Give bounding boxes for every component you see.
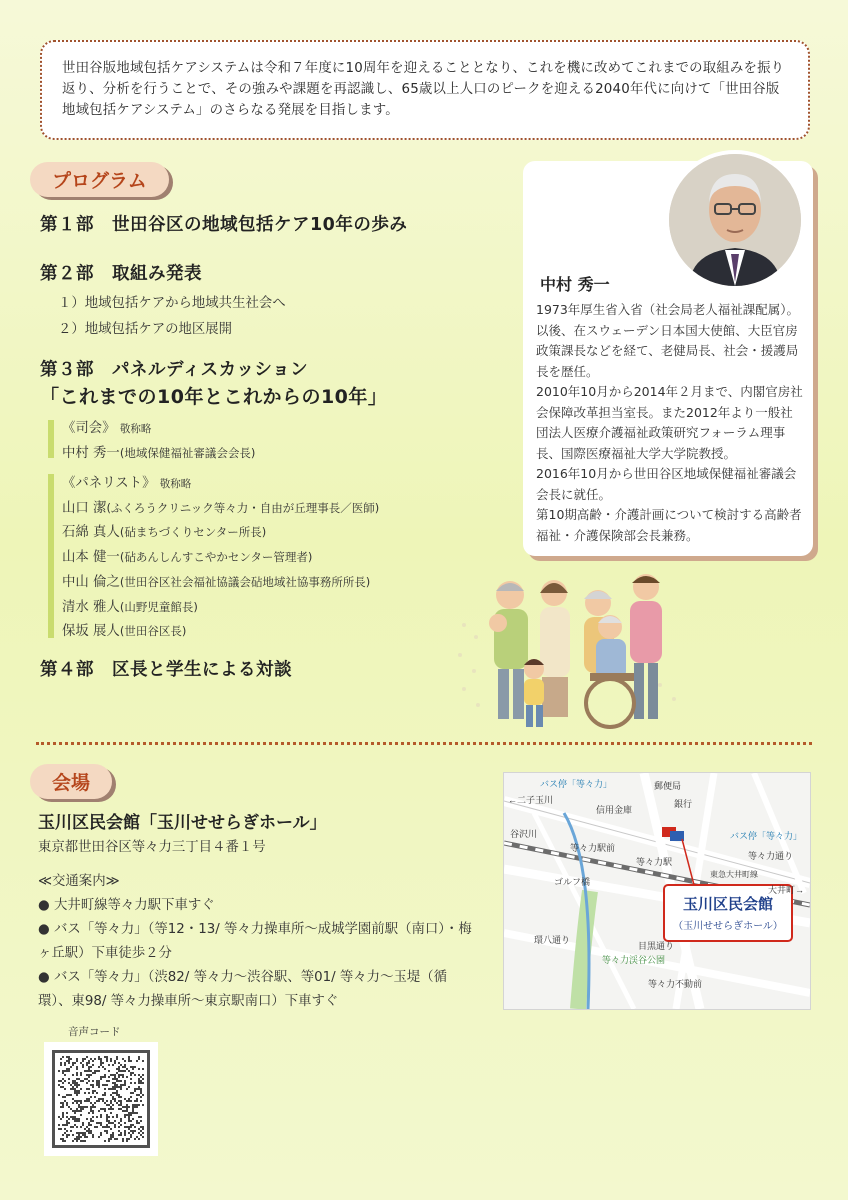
panelist-aff: (世田谷区長) bbox=[119, 624, 187, 638]
bio-paragraph: 1973年厚生省入省（社会局老人福祉課配属）。以後、在スウェーデン日本国大使館、大臣官房政策課長などを経て、老健局長、社会・援護局長を歴任。 bbox=[536, 302, 800, 379]
bio-text bbox=[536, 300, 804, 546]
map-venue-sub: （玉川せせらぎホール） bbox=[673, 921, 783, 932]
bio-paragraph: 2016年10月から世田谷区地域保健福祉審議会会長に就任。 bbox=[536, 466, 797, 502]
panelist-name: 山本 健一 bbox=[62, 550, 120, 565]
map-bus-stop-right: バス停「等々力」 bbox=[730, 831, 803, 841]
panelist-aff: (山野児童館長) bbox=[119, 600, 198, 614]
map-valley-park: 等々力渓谷公園 bbox=[602, 955, 666, 965]
map-meguro-dori: 目黒通り bbox=[638, 941, 675, 951]
access-item-1: ● 大井町線等々力駅下車すぐ bbox=[38, 898, 215, 913]
part4-title: 第４部 区長と学生による対談 bbox=[40, 660, 292, 680]
panelist-4 bbox=[62, 571, 370, 590]
map-todoroki-st: 等々力駅 bbox=[636, 857, 673, 867]
panelist-name: 石綿 真人 bbox=[62, 525, 120, 540]
panelist-aff: (砧あんしんすこやかセンター管理者) bbox=[119, 550, 313, 564]
panelist-label bbox=[62, 472, 191, 491]
portrait-icon bbox=[669, 154, 801, 286]
bio-paragraph: 第10期高齢・介護計画について検討する高齢者福祉・介護保険部会長兼務。 bbox=[536, 507, 802, 543]
access-info bbox=[38, 870, 478, 1014]
family-illustration bbox=[450, 565, 690, 735]
panelist-name: 保坂 展人 bbox=[62, 624, 120, 639]
panelist-note: 敬称略 bbox=[159, 478, 192, 490]
panelist-6 bbox=[62, 620, 186, 639]
part1-title: 第１部 世田谷区の地域包括ケア10年の歩み bbox=[40, 215, 408, 235]
map-ni-tamagawa: ←二子玉川 bbox=[508, 795, 554, 805]
access-heading: ≪交通案内≫ bbox=[38, 874, 120, 889]
map-oimachi-line: 東急大井町線 bbox=[710, 870, 758, 879]
moderator-person bbox=[62, 442, 255, 461]
section-divider bbox=[36, 742, 812, 745]
part3-subtitle: 「これまでの10年とこれからの10年」 bbox=[40, 386, 388, 408]
bio-paragraph: 2010年10月から2014年２月まで、内閣官房社会保障改革担当室長。また2012年より一般社団法人医療介護福祉政策研究フォーラム理事長、国際医療福祉大学大学院教授。 bbox=[536, 384, 803, 461]
voice-code-label: 音声コード bbox=[68, 1026, 121, 1038]
intro-text: 世田谷版地域包括ケアシステムは令和７年度に10周年を迎えることとなり、これを機に改めてこれまでの取組みを振り返り、分析を行うことで、その強みや課題を再認識し、65歳以上人口のピークを迎える2040年代に向けて「世田谷版地域包括ケアシステム」のさらなる発展を目指します。 bbox=[62, 61, 785, 118]
moderator-name: 中村 秀一 bbox=[62, 446, 120, 461]
moderator-aff: (地域保健福祉審議会会長) bbox=[119, 446, 256, 460]
access-text: バス「等々力」（渋82/ 等々力～渋谷駅、等01/ 等々力～玉堤（循環）、東98/ 等々力操車所～東京駅南口）下車すぐ bbox=[38, 970, 448, 1009]
map-graphic bbox=[504, 773, 810, 1009]
map-bus-stop-top: バス停「等々力」 bbox=[540, 779, 613, 789]
access-map bbox=[503, 772, 811, 1010]
map-todoroki-mae: 等々力駅前 bbox=[570, 843, 616, 853]
map-fudomae: 等々力不動前 bbox=[648, 979, 703, 989]
venue-name: 玉川区民会館「玉川せせらぎホール」 bbox=[38, 813, 327, 833]
panelist-name: 中山 倫之 bbox=[62, 575, 120, 590]
map-credit-union: 信用金庫 bbox=[596, 805, 633, 815]
panelist-2 bbox=[62, 521, 266, 540]
venue-heading: 会場 bbox=[30, 764, 112, 799]
moderator-note: 敬称略 bbox=[119, 423, 152, 435]
voice-code-pattern bbox=[44, 1042, 158, 1156]
map-golf-bridge: ゴルフ橋 bbox=[554, 877, 591, 887]
panelist-aff: (砧まちづくりセンター所長) bbox=[119, 525, 267, 539]
bio-name: 中村 秀一 bbox=[540, 275, 610, 294]
voice-code-icon bbox=[44, 1042, 158, 1156]
portrait-photo bbox=[665, 150, 805, 290]
part2-item-1: １）地域包括ケアから地域共生社会へ bbox=[58, 296, 286, 311]
access-item-2: ● バス「等々力」（等12・13/ 等々力操車所～成城学園前駅（南口）・梅ヶ丘駅）下車徒歩２分 bbox=[38, 922, 472, 961]
panelist-name: 清水 雅人 bbox=[62, 600, 120, 615]
access-text: 大井町線等々力駅下車すぐ bbox=[53, 898, 215, 913]
panelist-aff: (世田谷区社会福祉協議会砧地域社協事務所所長) bbox=[119, 575, 371, 589]
venue-address: 東京都世田谷区等々力三丁目４番１号 bbox=[38, 840, 266, 855]
panelist-aff: (ふくろうクリニック等々力・自由が丘理事長／医師) bbox=[106, 501, 380, 515]
intro-box bbox=[40, 40, 810, 140]
moderator-label-text: 《司会》 bbox=[62, 421, 116, 436]
program-heading: プログラム bbox=[30, 162, 169, 197]
access-item-3: ● バス「等々力」（渋82/ 等々力～渋谷駅、等01/ 等々力～玉堤（循環）、東98/ 等々力操車所～東京駅南口）下車すぐ bbox=[38, 970, 448, 1009]
moderator-label bbox=[62, 417, 151, 436]
map-oimachi: 大井町→ bbox=[768, 885, 805, 895]
map-kanpachi: 環八通り bbox=[534, 935, 571, 945]
map-venue-title: 玉川区民会館 bbox=[682, 896, 774, 913]
part3-title: 第３部 パネルディスカッション bbox=[40, 360, 309, 380]
panelist-1 bbox=[62, 497, 379, 516]
part2-title: 第２部 取組み発表 bbox=[40, 264, 202, 284]
access-text: バス「等々力」（等12・13/ 等々力操車所～成城学園前駅（南口）・梅ヶ丘駅）下車徒歩２分 bbox=[38, 922, 472, 961]
panelist-label-text: 《パネリスト》 bbox=[62, 476, 156, 491]
panelist-bar bbox=[48, 474, 54, 638]
moderator-bar bbox=[48, 420, 54, 458]
map-todoroki-dori: 等々力通り bbox=[748, 851, 794, 861]
panelist-name: 山口 潔 bbox=[62, 501, 107, 516]
part2-item-2: ２）地域包括ケアの地区展開 bbox=[58, 322, 233, 337]
panelist-5 bbox=[62, 596, 198, 615]
map-post-office: 郵便局 bbox=[654, 781, 682, 791]
panelist-3 bbox=[62, 546, 312, 565]
map-bank: 銀行 bbox=[674, 799, 693, 809]
map-yazawa: 谷沢川 bbox=[510, 829, 538, 839]
